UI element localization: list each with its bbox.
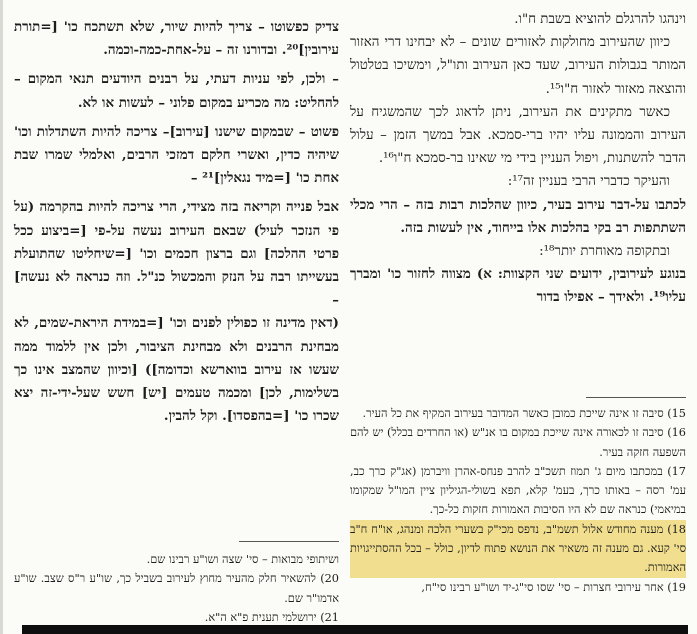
right-paragraph-1: וינהגו להרגלם להוציא בשבת ח"ו. [514,12,686,27]
footnote-15: 15) סיבה זו אינה שייכת כמובן כאשר המדובר בעירוב המקיף את כל העיר. [362,407,686,420]
left-paragraph-5: (דאין מדינה זו כפולין לפנים וכו' [=במידת היראת-שמים, לא מבחינת הרבנים ולא מבחינת הציבור, ולכן אין ללמוד ממה שעשו אז עירוב בווארשא וכדומה]) [וכיוון שהמצב אינו כך בשלימות, לכן] ומכמה טעמים [יש] חשש שעל-ידי-זה יצא שכרו כו' [=בהפסדו]. וקל להבין. [14,315,339,425]
page-edge-shadow [0,0,3,634]
footnotes-left [14,550,339,627]
footnote-16: 16) סיבה זו לכאורה אינה שייכת במקום בו אנ"ש (או החרדים בכלל) יש להם השפעה חזקה בעיר. [350,426,686,459]
footnote-19-continued: ושיתופי מבואות – סי' שצה ושו"ע רבינו שם. [146,553,339,566]
left-paragraph-1: צדיק כפשוטו – צריך להיות שיור, שלא תשתכח כו' [=תורת עירובין]²⁰. ובדורנו זה – על-אחת-כמה-וכמה. [14,19,339,59]
right-paragraph-4: והעיקר כדברי הרבי בעניין זה¹⁷: [507,174,670,190]
footnote-divider-left [239,541,339,542]
bottom-black-bar [22,625,688,634]
left-paragraph-2: – ולכן, לפי עניות דעתי, על רבנים היודעים תנאי המקום – להחליט: מה מכריע במקום פלוני – לעשות או לא. [14,71,339,111]
right-paragraph-2: כיוון שהעירוב מחולקות לאזורים שונים – לא יבחינו דרי האזור המותר בגבולות העירוב, שעד כאן העירוב ותו"ל, וימשיכו בטלטול והוצאה מאזור לאזור ח"ו¹⁵. [350,35,686,97]
footnote-divider-right [586,397,686,398]
footnote-21: 21) ירושלמי תענית פ"א ה"א. [204,610,339,624]
left-paragraph-4: אבל פנייה וקריאה בזה מצידי, הרי צריכה להיות בהקרמה (על פי הנזכר לעיל) שבאם העירוב נעשה על-פי [=ביצוע ככל פרטי ההלכה] וגם ברצון חכמים וכו' [=שיחליטו שהתועלת בעשייתו רבה על הנזק והמכשול כנ"ל. וזה כנראה לא נעשה] – [14,199,339,309]
right-quote-2: בנוגע לעירובין, ידועים שני הקצוות: א) מצווה לחזור כו' ומברך עליו¹⁹. ולאידך – אפילו בדור [350,266,686,306]
left-paragraph-3: פשוט – שבמקום שישנו [עירוב]– צריכה להיות השתדלות וכו' שיהיה כדין, ואשרי חלקם דמזכי הרבים, ואלמלי שמרו שבת אחת כו' [=מיד נגאלין]²¹ – [14,123,339,187]
footnote-20: 20) להשאיר חלק מהעיר מחוץ לעירוב בשביל כך, שו"ע ר"ס שצב. שו"ע אדמו"ר שם. [14,572,339,605]
footnote-19: 19) אחר עירובי חצרות – סי' שסו סי"ג-יד ושו"ע רבינו סי"ח, [421,580,686,594]
right-quote-1: לכתבו על-דבר עירוב בעיר, כיוון שהלכות רבות בזה – הרי מכלי השתתפות רב בקי בהלכות אלו בייחוד, אין לעשות בזה. [350,196,686,236]
footnote-17: 17) במכתבו מיום ג' תמוז תשכ"ב להרב פנחס-אהרן וויברמן (אג"ק כרך כב, עמ' רסה – באותו כרך, בעמ' קלא, תפא בשולי-הגיליון ציין המו"ל שמקומו במיאמי) כנראה שם לא היו הסיבות האמורות חזקות כל-כך. [350,464,686,517]
right-paragraph-3: כאשר מתקינים את העירוב, ניתן לדאוג לכך שהמשגיח על העירוב והממונה עליו יהיו ברי-סמכא. אבל במשך הזמן – עלול הדבר להשתנות, ויפול העניין בידי מי שאינו בר-סמכא ח"ו¹⁶. [350,104,686,167]
footnotes-right [350,404,686,597]
left-column [14,16,339,428]
right-paragraph-5: ובתקופה מאוחרת יותר¹⁸: [539,244,670,260]
right-column [350,8,686,310]
footnote-18: 18) מענה מחודש אלול תשמ"ב, נדפס מכי"ק בשערי הלכה ומנהג, או"ח ח"ב סי' קעא. גם מענה זה משאיר את הנושא פתוח לדיון, כולל – בכל ההסתייגויות האמורות. [350,520,686,578]
